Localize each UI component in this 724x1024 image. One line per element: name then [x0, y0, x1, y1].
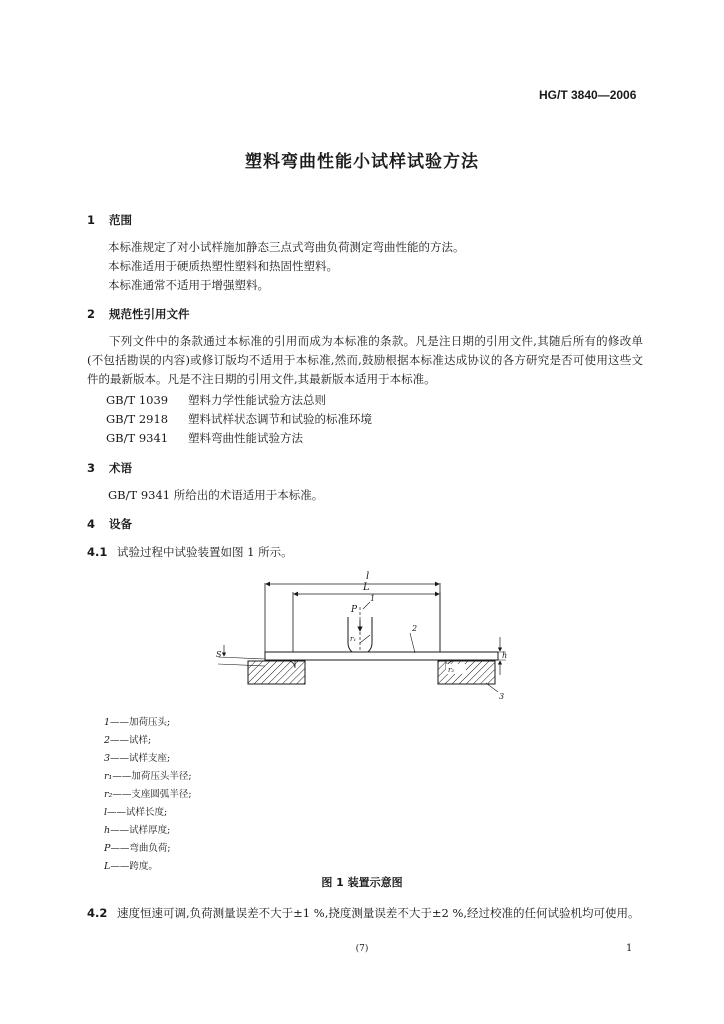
section-2-heading	[87, 306, 190, 322]
legend-text: ——加荷压头;	[110, 717, 171, 728]
dim-label-l: l	[366, 571, 370, 582]
legend-text: ——试样;	[110, 735, 152, 746]
paragraph: 本标准规定了对小试样施加静态三点式弯曲负荷测定弯曲性能的方法。	[108, 240, 465, 254]
section-title: 术语	[109, 461, 132, 475]
paragraph: 本标准通常不适用于增强塑料。	[108, 278, 269, 292]
label-1: 1	[370, 594, 376, 603]
page-mark: (7)	[355, 944, 369, 954]
legend-item	[104, 750, 170, 764]
figure-caption: 图 1 装置示意图	[321, 876, 403, 889]
support-left	[248, 661, 305, 684]
apparatus-diagram	[210, 565, 520, 707]
reference-title: 塑料试样状态调节和试验的标准环境	[188, 412, 372, 426]
label-P: P	[351, 605, 358, 615]
reference-item	[106, 430, 303, 446]
document-title: 塑料弯曲性能小试样试验方法	[245, 152, 479, 172]
label-r2: r₂	[448, 666, 455, 674]
legend-text: ——跨度。	[110, 861, 158, 872]
label-s: S	[216, 650, 222, 659]
legend-item	[104, 840, 171, 854]
legend-symbol: 2	[104, 735, 111, 746]
legend-item	[104, 804, 167, 818]
clause-text: 试验过程中试验装置如图 1 所示。	[117, 545, 293, 559]
reference-code: GB/T 1039	[106, 393, 169, 407]
label-r1: r₁	[350, 635, 357, 643]
legend-symbol: l	[104, 807, 108, 818]
legend-item	[104, 714, 170, 728]
paragraph: 下列文件中的条款通过本标准的引用而成为本标准的条款。凡是注日期的引用文件,其随后所有的修改单(不包括勘误的内容)或修订版均不适用于本标准,然而,鼓励根据本标准达成协议的各方研究是否可使用这些文件的最新版本。凡是不注日期的引用文件,其最新版本适用于本标准。	[87, 334, 643, 386]
paragraph: 本标准适用于硬质热塑性塑料和热固性塑料。	[108, 259, 338, 273]
legend-symbol: r₂	[104, 789, 113, 800]
legend-symbol: L	[104, 861, 111, 872]
legend-symbol: P	[104, 843, 111, 854]
label-3: 3	[499, 692, 505, 701]
section-4-heading	[87, 516, 132, 532]
dim-label-L: L	[363, 582, 370, 593]
section-title: 设备	[109, 517, 132, 531]
reference-title: 塑料弯曲性能试验方法	[188, 431, 303, 445]
clause-number: 4.2	[87, 906, 108, 920]
support-right	[438, 661, 504, 701]
legend-item	[104, 858, 158, 872]
reference-code: GB/T 9341	[106, 431, 169, 445]
legend-symbol: 1	[104, 717, 111, 728]
section-title: 规范性引用文件	[109, 307, 190, 321]
loading-nose	[348, 594, 375, 657]
section-3-heading	[87, 460, 132, 476]
standard-code: HG/T 3840—2006	[539, 88, 637, 102]
legend-symbol: r₁	[104, 771, 113, 782]
reference-title: 塑料力学性能试验方法总则	[188, 393, 326, 407]
section-1-heading	[87, 212, 132, 228]
legend-item	[104, 768, 192, 782]
reference-code: GB/T 2918	[106, 412, 169, 426]
legend-text: ——试样厚度;	[110, 825, 171, 836]
legend-text: ——加荷压头半径;	[112, 771, 192, 782]
reference-item	[106, 411, 372, 427]
legend-item	[104, 822, 170, 836]
paragraph: GB/T 9341 所给出的术语适用于本标准。	[108, 488, 324, 502]
clause-number: 4.1	[87, 545, 108, 559]
legend-item	[104, 732, 151, 746]
reference-item	[106, 392, 326, 408]
legend-item	[104, 786, 192, 800]
section-title: 范围	[109, 213, 132, 227]
legend-symbol: h	[104, 825, 111, 836]
label-h: h	[502, 651, 508, 660]
span-dimension	[293, 582, 440, 661]
clause-4-2	[87, 904, 643, 923]
legend-symbol: 3	[104, 753, 111, 764]
label-2: 2	[412, 624, 418, 633]
clause-4-1	[87, 543, 293, 562]
section-number: 4	[87, 517, 96, 531]
legend-text: ——试样长度;	[107, 807, 168, 818]
legend-text: ——弯曲负荷;	[110, 843, 171, 854]
section-number: 1	[87, 213, 96, 227]
page-number: 1	[626, 943, 633, 954]
section-number: 3	[87, 461, 96, 475]
section-number: 2	[87, 307, 96, 321]
clause-text: 速度恒速可调,负荷测量误差不大于±1 %,挠度测量误差不大于±2 %,经过校准的任何试验机均可使用。	[117, 906, 640, 920]
legend-text: ——支座圆弧半径;	[112, 789, 192, 800]
legend-text: ——试样支座;	[110, 753, 171, 764]
